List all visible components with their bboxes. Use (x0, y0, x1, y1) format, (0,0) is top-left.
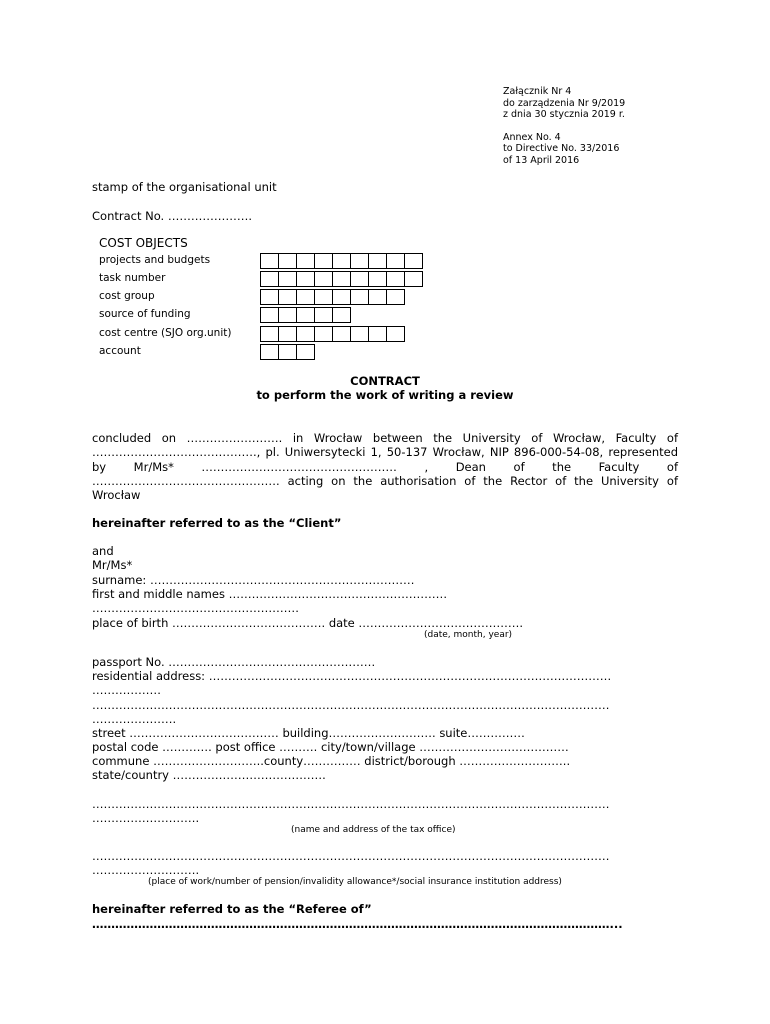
cost-row-task-number: task number (99, 272, 166, 284)
cost-boxes-projects[interactable] (260, 253, 422, 269)
cost-digit-box[interactable] (278, 344, 297, 360)
cost-row-account: account (99, 345, 141, 357)
cost-digit-box[interactable] (296, 307, 315, 323)
cost-boxes-cost-centre[interactable] (260, 326, 404, 342)
cost-digit-box[interactable] (368, 253, 387, 269)
cost-row-projects: projects and budgets (99, 254, 211, 266)
cost-digit-box[interactable] (260, 344, 279, 360)
cost-digit-box[interactable] (350, 289, 369, 305)
residential-address-field: residential address: …………………………………………………………………………………………… (92, 669, 612, 683)
tax-office-line-1: ……………………………………………………………………………………………………………………… (92, 797, 610, 811)
birth-field: place of birth …………………………………. date ……………………………………. (92, 616, 524, 630)
stamp-label: stamp of the organisational unit (92, 180, 277, 194)
annex-en-line3: of 13 April 2016 (503, 154, 580, 166)
residential-continuation-3: …………………. (92, 712, 177, 726)
work-place-caption: (place of work/number of pension/invalidity allowance*/social insurance institution address) (148, 877, 562, 887)
cost-digit-box[interactable] (296, 289, 315, 305)
cost-digit-box[interactable] (332, 271, 351, 287)
cost-digit-box[interactable] (260, 253, 279, 269)
cost-digit-box[interactable] (278, 326, 297, 342)
cost-digit-box[interactable] (350, 253, 369, 269)
cost-objects-title: COST OBJECTS (99, 236, 188, 250)
cost-boxes-account[interactable] (260, 344, 314, 360)
annex-pl-line3: z dnia 30 stycznia 2019 r. (503, 109, 625, 120)
intro-paragraph: concluded on ……………………. in Wrocław between the University of Wrocław, Faculty of ……………………………………., pl. Uniwersytecki 1, 50-137 Wrocław, NIP 896-000-54-08, represented by Mr/Ms* …………………………………………… , Dean of the Faculty of …………………………………………. acting on the authorisation of the Rector of the University of Wrocław (92, 431, 678, 503)
cost-digit-box[interactable] (368, 271, 387, 287)
cost-boxes-source-of-funding[interactable] (260, 307, 350, 323)
cost-digit-box[interactable] (260, 326, 279, 342)
cost-digit-box[interactable] (386, 326, 405, 342)
cost-digit-box[interactable] (314, 326, 333, 342)
cost-boxes-task-number[interactable] (260, 271, 422, 287)
referee-reference: hereinafter referred to as the “Referee of” (92, 902, 372, 916)
cost-digit-box[interactable] (350, 271, 369, 287)
cost-row-source-of-funding: source of funding (99, 308, 191, 320)
cost-row-cost-group: cost group (99, 290, 155, 302)
residential-continuation-2: ……………………………………………………………………………………………………………………… (92, 698, 610, 712)
annex-en-line2: to Directive No. 33/2016 (503, 143, 620, 154)
cost-digit-box[interactable] (386, 289, 405, 305)
cost-digit-box[interactable] (368, 289, 387, 305)
cost-digit-box[interactable] (404, 253, 423, 269)
cost-digit-box[interactable] (278, 271, 297, 287)
cost-digit-box[interactable] (314, 289, 333, 305)
cost-digit-box[interactable] (404, 271, 423, 287)
cost-digit-box[interactable] (278, 253, 297, 269)
cost-digit-box[interactable] (296, 344, 315, 360)
cost-digit-box[interactable] (314, 253, 333, 269)
first-names-field: first and middle names ………………………………………………… (92, 587, 448, 601)
annex-en-line1: Annex No. 4 (503, 131, 561, 143)
cost-digit-box[interactable] (260, 271, 279, 287)
cost-digit-box[interactable] (296, 271, 315, 287)
referee-dots: ………………………………………………………………………………………………………………………... (92, 917, 623, 931)
cost-digit-box[interactable] (296, 253, 315, 269)
tax-office-caption: (name and address of the tax office) (291, 825, 456, 835)
cost-digit-box[interactable] (260, 289, 279, 305)
cost-row-cost-centre: cost centre (SJO org.unit) (99, 327, 232, 339)
cost-digit-box[interactable] (260, 307, 279, 323)
cost-digit-box[interactable] (278, 307, 297, 323)
contract-subtitle: to perform the work of writing a review (256, 388, 514, 402)
cost-digit-box[interactable] (332, 307, 351, 323)
work-place-line-2: ………………………. (92, 863, 200, 877)
cost-digit-box[interactable] (386, 253, 405, 269)
cost-boxes-cost-group[interactable] (260, 289, 404, 305)
passport-field: passport No. ……………………………………………… (92, 655, 376, 669)
cost-digit-box[interactable] (278, 289, 297, 305)
contract-number-field: Contract No. …………………. (92, 209, 253, 223)
residential-continuation-1: ……………… (92, 683, 161, 697)
tax-office-line-2: ………………………. (92, 811, 200, 825)
annex-pl-line1: Załącznik Nr 4 (503, 86, 572, 97)
cost-digit-box[interactable] (296, 326, 315, 342)
cost-digit-box[interactable] (332, 253, 351, 269)
annex-reference (503, 86, 625, 166)
first-names-continuation: ……………………………………………… (92, 601, 299, 615)
cost-digit-box[interactable] (350, 326, 369, 342)
cost-digit-box[interactable] (314, 271, 333, 287)
cost-digit-box[interactable] (386, 271, 405, 287)
street-field: street ………………………………… building………………………. suite…………… (92, 726, 525, 740)
contract-title: CONTRACT (350, 374, 420, 388)
and-label: and (92, 544, 114, 558)
postal-code-field: postal code …………. post office ………. city/town/village ………………………………… (92, 740, 569, 754)
client-reference: hereinafter referred to as the “Client” (92, 516, 342, 530)
cost-digit-box[interactable] (314, 307, 333, 323)
surname-field: surname: …………………………………………………………… (92, 573, 415, 587)
work-place-line-1: ……………………………………………………………………………………………………………………… (92, 849, 610, 863)
cost-digit-box[interactable] (332, 326, 351, 342)
cost-digit-box[interactable] (368, 326, 387, 342)
annex-pl-line2: do zarządzenia Nr 9/2019 (503, 97, 626, 109)
birth-date-caption: (date, month, year) (424, 630, 513, 640)
commune-field: commune ………………………..county…………… district/borough ……………………….. (92, 754, 571, 768)
mrms-label: Mr/Ms* (92, 558, 133, 572)
state-country-field: state/country …………………………………. (92, 768, 326, 782)
cost-digit-box[interactable] (332, 289, 351, 305)
